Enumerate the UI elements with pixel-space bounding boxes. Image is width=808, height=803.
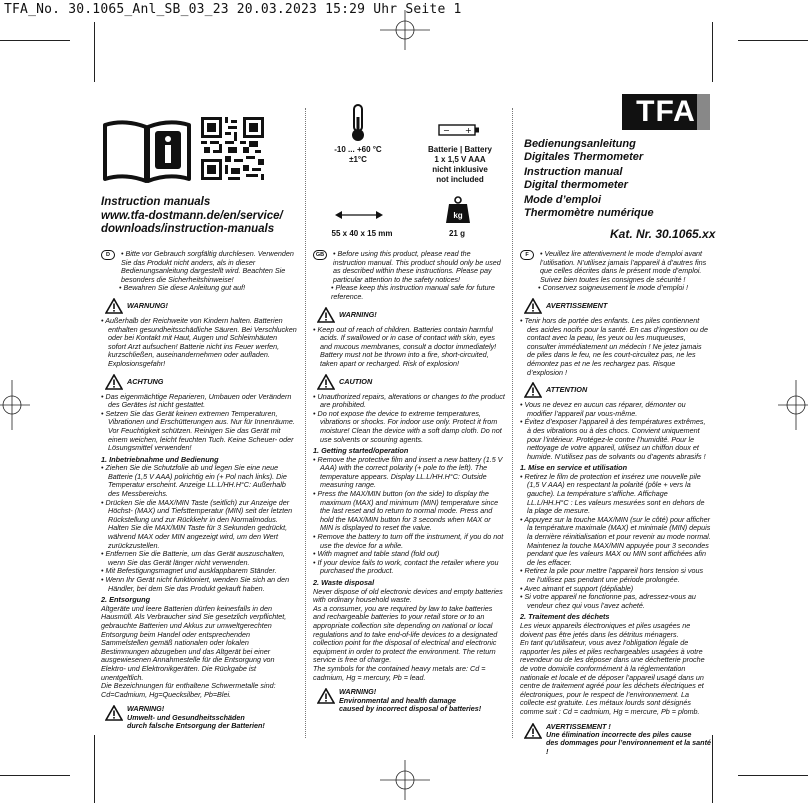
svg-text:−: − <box>443 126 450 135</box>
battery-heading: Batterie | Battery <box>427 145 493 154</box>
warning-icon <box>524 723 542 739</box>
column-german <box>101 250 297 734</box>
fr-end-warning <box>520 723 711 757</box>
column-english <box>313 250 505 716</box>
en-warning-text: • Keep out of reach of children. Batteries contain harmful acids. If swallowed or in case of contact with skin, eyes and mucous membranes, consult a doctor immediately! Battery must not be thrown into a fire, short-circuited, taken apart or recharged. Risk of explosion! <box>313 324 497 368</box>
de-s2-2: Die Bezeichnungen für enthaltene Schwermetalle sind: Cd=Cadmium, Hg=Quecksilber, Pb=Blei. <box>101 681 276 699</box>
crop-mark <box>94 735 95 803</box>
instruction-url-1: www.tfa-dostmann.de/en/service/ <box>101 209 283 222</box>
de-end-warning <box>101 705 297 730</box>
crop-mark <box>712 22 713 82</box>
de-s1-4: • Mit Befestigungsmagnet und ausklappbarem Ständer. <box>101 566 277 576</box>
caution-icon <box>524 382 542 398</box>
en-s1-3: • Remove the battery to turn off the instrument, if you do not use the device for a while. <box>313 532 504 550</box>
weight-kg-label: kg <box>453 211 463 220</box>
de-intro-2: • Bewahren Sie diese Anleitung gut auf! <box>119 283 246 293</box>
de-s2-1: Altgeräte und leere Batterien dürfen keinesfalls in den Hausmüll. Als Verbraucher sind Sie gesetzlich verpflichtet, gebrauchte Batterien und Akkus zur umweltgerechten Entsorgung beim Handel oder entsprechenden Sammelstellen gemäß nationalen oder lokalen Bestimmungen abzugeben und das Altgerät bei einer ausgewiesenen Annahmestelle für die Entsorgung von Elektro- und Elektronikgeräten. Die Rückgabe ist unentgeltlich. <box>101 603 287 682</box>
warning-icon <box>105 705 123 721</box>
de-intro-1: • Bitte vor Gebrauch sorgfältig durchlesen. Verwenden Sie das Produkt nicht anders, als in dieser Bedienungsanleitung dargestellt wird. Beachten Sie besonders die Sicherheitshinweise! <box>121 249 294 284</box>
de-s1-5: • Wenn Ihr Gerät nicht funktioniert, wenden Sie sich an den Händler, bei dem Sie das Produkt gekauft haben. <box>101 575 290 593</box>
en-end-warning-2: Environmental and health damage <box>339 695 457 705</box>
de-s1-3: • Entfernen Sie die Batterie, um das Gerät auszuschalten, wenn Sie das Gerät länger nicht verwenden. <box>101 549 285 567</box>
battery-note-en: not included <box>436 175 484 184</box>
tfa-logo-accent <box>697 94 710 130</box>
print-header: TFA_No. 30.1065_Anl_SB_03_23 20.03.2023 15:29 Uhr Seite 1 <box>4 2 462 17</box>
title-de-2: Digitales Thermometer <box>524 150 644 163</box>
de-warning-title: WARNUNG! <box>127 300 168 310</box>
crop-mark <box>0 40 70 41</box>
title-de-1: Bedienungsanleitung <box>524 138 636 150</box>
warning-icon <box>105 298 123 314</box>
de-caution-2: • Setzen Sie das Gerät keinen extremen Temperaturen, Vibrationen und Erschütterungen aus. Nur für Innenräume. Vor Feuchtigkeit schützen. Reinigen Sie das Gerät mit einem weichen, leicht feuchten Tuch. Keine Scheuer- oder Lösungsmittel verwenden! <box>101 408 295 453</box>
fr-s1-1: • Retirez le film de protection et insérez une nouvelle pile (1,5 V AAA) en respectant la polarité (pôle + vers la gauche). La température s’affiche. Affichage LL.L/HH.H°C : Les valeurs mesurées sont en dehors de la plage de mesure. <box>520 471 705 516</box>
warning-icon <box>317 307 335 323</box>
en-s1-4: • With magnet and table stand (fold out) <box>313 549 440 559</box>
crop-mark <box>738 40 808 41</box>
crop-mark <box>0 775 70 776</box>
de-caution-title: ACHTUNG <box>127 376 164 386</box>
temperature-spec <box>318 145 398 165</box>
lang-badge-fr: F <box>520 250 534 260</box>
column-divider <box>305 108 306 738</box>
battery-spec <box>418 145 502 185</box>
de-s1-2: • Drücken Sie die MAX/MIN Taste (seitlich) zur Anzeige der Höchst- (MAX) und Tiefsttemperatur (MIN) seit der letzten Rückstellung und zur Rückkehr in den Normalmodus. Halten Sie die MAX/MIN Taste für 3 Sekunden gedrückt, während MAX oder MIN angezeigt wird, um den Wert zurückzustellen. <box>101 497 293 550</box>
fr-caution <box>520 382 711 398</box>
fr-s1-5: • Si votre appareil ne fonctionne pas, adressez-vous au vendeur chez qui vous l’avez acheté. <box>520 592 696 610</box>
brand-name: TFA <box>636 95 696 128</box>
battery-type: 1 x 1,5 V AAA <box>434 155 486 164</box>
manual-book-icon <box>101 117 193 185</box>
fr-s1-4: • Avec aimant et support (dépliable) <box>520 583 634 593</box>
fr-s1-2: • Appuyez sur la touche MAX/MIN (sur le côté) pour afficher la température maximale (MAX) et minimale (MIN) depuis la dernière réinitialisation et pour revenir au mode normal. Maintenez la touche MAX/MIN appuyée pour 3 secondes pendant que les valeurs MAX ou MIN sont affichées afin de les effacer. <box>520 514 711 567</box>
caution-icon <box>105 374 123 390</box>
dimensions: 55 x 40 x 15 mm <box>331 229 393 238</box>
en-warning <box>313 307 505 323</box>
fr-intro-2: • Conservez soigneusement le mode d’emploi ! <box>538 283 688 293</box>
fr-s2-2: En tant qu’utilisateur, vous avez l’obligation légale de rapporter les piles et piles rechargeables usagées à votre revendeur ou de les déposer dans une déchetterie proche de votre domicile conformément à la réglementation nationale et locale et de déposer l’appareil usagé dans un centre de traitement agréé pour les déchets électriques et électroniques, pour le respect de l’environnement. La collecte est gratuite. Les métaux lourds sont désignés comme suit : Cd = cadmium, Hg = mercure, Pb = plomb. <box>520 638 705 716</box>
registration-mark-top <box>380 10 430 50</box>
fr-warning-title: AVERTISSEMENT <box>546 300 608 310</box>
registration-mark-right <box>778 380 808 430</box>
crop-mark <box>738 775 808 776</box>
en-s2-2: As a consumer, you are required by law to take batteries and rechargeable batteries to your retail store or to an appropriate collection site depending on national or local regulations and to take end-of-life devices to a designated collection point for the disposal of electrical and electronic equipment in order to protect the environment. The return service is free of charge. <box>313 603 498 665</box>
lang-badge-de: D <box>101 250 115 260</box>
en-s1-2: • Press the MAX/MIN button (on the side) to display the maximum (MAX) and minimum (MIN) temperature since the last reset and to return to normal mode. Press and hold the MAX/MIN button for 3 seconds when MAX or MIN is displayed to reset the value. <box>313 489 499 533</box>
fr-section-1-title: 1. Mise en service et utilisation <box>520 463 628 473</box>
crop-mark <box>94 22 95 82</box>
registration-mark-left <box>0 380 30 430</box>
column-french <box>520 250 711 759</box>
lang-badge-gb: GB <box>313 250 327 260</box>
de-end-warning-3: durch falsche Entsorgung der Batterien! <box>127 721 265 731</box>
product-titles <box>524 138 654 219</box>
weight-icon <box>445 196 471 224</box>
battery-note-de: nicht inklusive <box>432 165 488 174</box>
en-s1-1: • Remove the protective film and insert a new battery (1.5 V AAA) with the correct polarity (+ pole to the left). The temperature appears. Display LL.L/HH.H°C: Outside measuring range. <box>313 454 503 490</box>
catalog-number: Kat. Nr. 30.1065.xx <box>610 227 716 241</box>
qr-code-icon <box>201 117 264 180</box>
fr-caution-1: • Vous ne devez en aucun cas réparer, démonter ou modifier l’appareil par vous-même. <box>520 400 686 418</box>
column-divider <box>512 108 513 738</box>
title-fr-1: Mode d’emploi <box>524 194 601 206</box>
thermometer-icon <box>346 103 370 143</box>
dimension-arrow-icon <box>334 209 384 221</box>
warning-icon <box>317 688 335 704</box>
en-caution-title: CAUTION <box>339 376 373 386</box>
title-fr-2: Thermomètre numérique <box>524 206 654 219</box>
fr-caution-2: • Évitez d’exposer l’appareil à des températures extrêmes, à des vibrations ou à des chocs. Convient uniquement pour l’intérieur. Protégez-le contre l’humidité. Pour le nettoyage de votre appareil, utilisez un chiffon doux et humide. N’utilisez pas de solvants ou d’agents abrasifs ! <box>520 417 706 461</box>
fr-end-warning-3: des dommages pour l’environnement et la santé ! <box>546 738 711 756</box>
title-en-2: Digital thermometer <box>524 178 628 191</box>
weight: 21 g <box>448 229 465 238</box>
svg-text:+: + <box>465 126 472 135</box>
crop-mark <box>712 735 713 803</box>
warning-icon <box>524 298 542 314</box>
de-section-1-title: 1. Inbetriebnahme und Bedienung <box>101 454 219 464</box>
registration-mark-bottom <box>380 760 430 800</box>
de-section-2-title: 2. Entsorgung <box>101 595 151 605</box>
de-warning <box>101 298 297 314</box>
en-s2-3: The symbols for the contained heavy metals are: Cd = cadmium, Hg = mercury, Pb = lead. <box>313 663 486 682</box>
title-en-1: Instruction manual <box>524 166 623 178</box>
fr-caution-title: ATTENTION <box>546 385 588 395</box>
en-s1-5: • If your device fails to work, contact the retailer where you purchased the product. <box>313 557 499 576</box>
en-section-2-title: 2. Waste disposal <box>313 578 375 587</box>
de-s1-1: • Ziehen Sie die Schutzfolie ab und legen Sie eine neue Batterie (1,5 V AAA) polrichtig ein (+ Pol nach links). Die Temperatur erscheint. Anzeige LL.L/HH.H°C: Außerhalb des Messbereichs. <box>101 463 287 499</box>
en-s2-1: Never dispose of old electronic devices and empty batteries with ordinary household waste. <box>313 586 503 605</box>
de-caution <box>101 374 297 390</box>
fr-intro-1: • Veuillez lire attentivement le mode d’emploi avant l’utilisation. N’utilisez jamais l’appareil à d’autres fins que celles décrites dans le présent mode d’emploi. Suivez bien toutes les consignes de sécurité ! <box>540 249 707 284</box>
fr-warning-text: • Tenir hors de portée des enfants. Les piles contiennent des acides nocifs pour la santé. En cas d’ingestion ou de contact avec la peau, les yeux ou les muqueuses, consulter immédiatement un médecin ! Ne jetez jamais de piles dans le feu, ne les court-circuitez pas, ne les démontez pas et ne les rechargez pas. Risque d’explosion ! <box>520 315 709 377</box>
en-end-warning-1: WARNING! <box>339 687 377 697</box>
fr-end-warning-2: Une élimination incorrecte des piles cause <box>546 729 692 739</box>
en-warning-title: WARNING! <box>339 309 377 319</box>
de-caution-1: • Das eigenmächtige Reparieren, Umbauen oder Verändern des Gerätes ist nicht gestattet. <box>101 391 292 410</box>
temp-range: -10 ... +60 °C <box>334 145 382 154</box>
en-section-1-title: 1. Getting started/operation <box>313 446 409 456</box>
fr-warning <box>520 298 711 314</box>
instruction-manuals-block <box>101 196 283 237</box>
de-warning-text: • Außerhalb der Reichweite von Kindern halten. Batterien enthalten gesundheitsschädliche Säuren. Bei Verschlucken oder bei Kontakt mit Haut, Augen und Schleimhäuten sofort Arzt aufsuchen! Batterie nicht ins Feuer werfen, kurzschließen, auseinandernehmen oder aufladen. Explosionsgefahr! <box>101 315 297 368</box>
en-intro-2: • Please keep this instruction manual safe for future reference. <box>331 283 495 301</box>
temp-accuracy: ±1°C <box>349 155 367 164</box>
de-end-warning-2: Umwelt- und Gesundheitsschäden <box>127 712 245 722</box>
en-caution-2: • Do not expose the device to extreme temperatures, vibrations or shocks. For indoor use only. Protect it from moisture! Clean the device with a soft damp cloth. Do not use solvents or scouring agents. <box>313 408 502 444</box>
en-end-warning-3: caused by incorrect disposal of batteries! <box>339 703 482 713</box>
en-end-warning <box>313 688 505 713</box>
en-caution-1: • Unauthorized repairs, alterations or changes to the product are prohibited. <box>313 391 505 410</box>
fr-s1-3: • Retirez la pile pour mettre l’appareil hors tension si vous ne l’utilisez pas pendant une période prolongée. <box>520 566 704 584</box>
fr-section-2-title: 2. Traitement des déchets <box>520 612 610 622</box>
fr-s2-1: Les vieux appareils électroniques et piles usagées ne doivent pas être jetés dans les détritus ménagers. <box>520 620 691 639</box>
en-intro-1: • Before using this product, please read the instruction manual. This product should only be used as described within these instructions. Please pay particular attention to the safety notices! <box>333 249 501 284</box>
instruction-url-2: downloads/instruction-manuals <box>101 223 275 235</box>
fr-end-warning-1: AVERTISSEMENT ! <box>546 721 611 731</box>
en-caution <box>313 374 505 390</box>
battery-icon <box>437 122 483 138</box>
de-end-warning-1: WARNING! <box>127 704 165 714</box>
instruction-title: Instruction manuals <box>101 196 211 208</box>
caution-icon <box>317 374 335 390</box>
